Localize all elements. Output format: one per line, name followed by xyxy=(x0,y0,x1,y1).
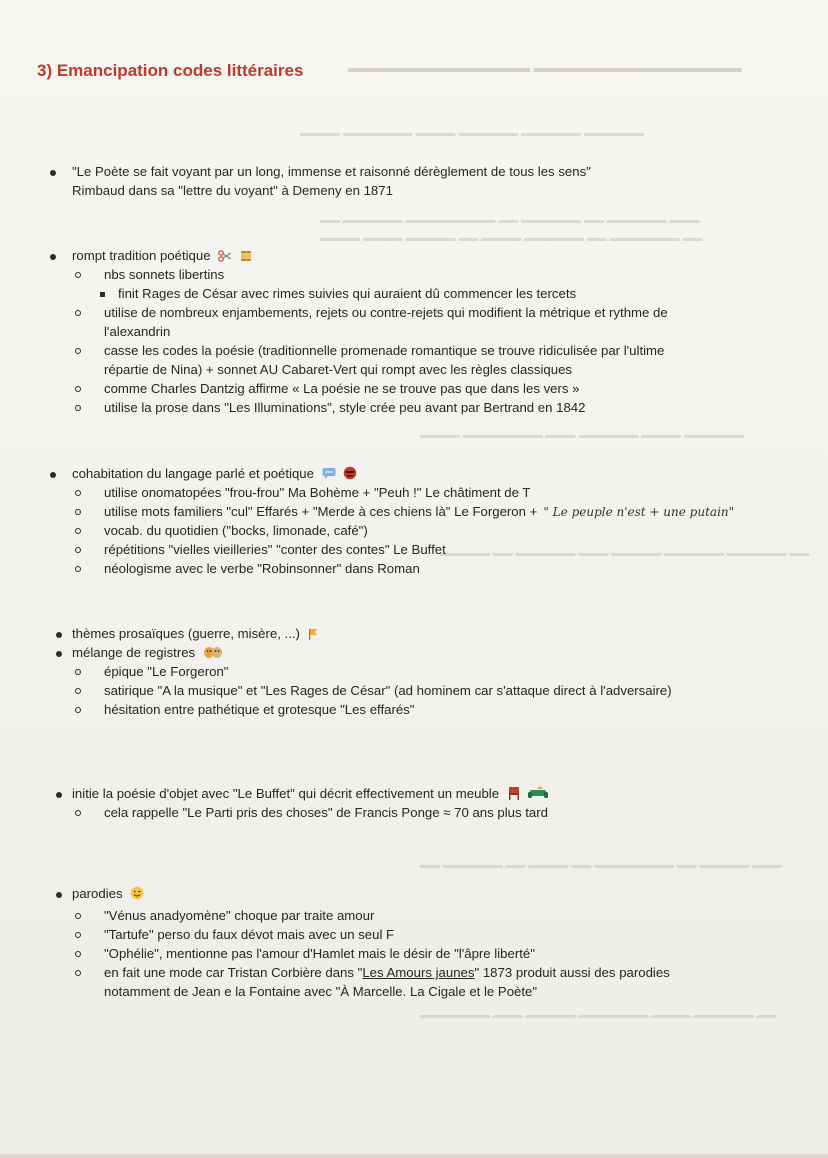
sub-bullet-circle xyxy=(75,951,81,957)
flag-icon xyxy=(308,627,318,644)
voyant-quote: "Le Poète se fait voyant par un long, immense et raisonné dérèglement de tous les sens" xyxy=(72,164,591,179)
sub-bullet-circle xyxy=(75,970,81,976)
dantzig-quote: comme Charles Dantzig affirme « La poésie ne se trouve pas que dans les vers » xyxy=(104,381,580,396)
bleed-through-text: ▬▬ ▬▬▬▬▬▬ ▬▬▬▬▬▬▬▬▬ ▬▬ ▬▬▬▬▬▬ ▬▬ ▬▬▬▬▬▬ ▬▬▬ xyxy=(320,215,700,226)
sub-bullet-circle xyxy=(75,490,81,496)
chair-icon xyxy=(507,786,521,804)
sub-bullet-circle xyxy=(75,310,81,316)
casse-codes: casse les codes la poésie (traditionnelle promenade romantique se trouve ridiculisée par l'ultime xyxy=(104,343,665,358)
sub-bullet-circle xyxy=(75,528,81,534)
registre-epique: épique "Le Forgeron" xyxy=(104,664,229,679)
sub-bullet-circle xyxy=(75,707,81,713)
ophelie: "Ophélie", mentionne pas l'amour d'Hamlet mais le désir de "l'âpre liberté" xyxy=(104,946,535,961)
winking-face-icon xyxy=(130,886,144,904)
poesie-objet-label: initie la poésie d'objet avec "Le Buffet" qui décrit effectivement un meuble xyxy=(72,786,500,801)
angry-face-icon xyxy=(343,466,357,484)
sub-bullet-circle xyxy=(75,566,81,572)
prose-illuminations: utilise la prose dans "Les Illuminations", style crée peu avant par Bertrand en 1842 xyxy=(104,400,586,415)
mots-familiers-text: utilise mots familiers "cul" Effarés + "Merde à ces chiens là" Le Forgeron + xyxy=(104,504,538,519)
page-bottom-edge xyxy=(0,1154,828,1158)
bullet-dot xyxy=(50,472,56,478)
sub-bullet-circle xyxy=(75,810,81,816)
registre-satirique: satirique "A la musique" et "Les Rages de César" (ad hominem car s'attaque direct à l'adversaire) xyxy=(104,683,672,698)
bleed-through-text: ▬▬ ▬▬▬▬▬▬ ▬▬ ▬▬▬▬ ▬▬ ▬▬▬▬▬▬▬▬ ▬▬ ▬▬▬▬▬ ▬▬▬ xyxy=(420,860,783,871)
scissors-icon xyxy=(218,249,232,266)
rompt-tradition-label: rompt tradition poétique xyxy=(72,248,211,263)
theater-masks-icon xyxy=(203,646,223,663)
sub-bullet-circle xyxy=(75,547,81,553)
bleed-through-text: ▬▬▬▬▬▬▬ ▬▬▬ ▬▬▬▬▬ ▬▬▬▬▬▬▬ ▬▬▬▬ ▬▬▬▬▬▬ ▬▬ xyxy=(420,1010,777,1021)
amours-jaunes-title: Les Amours jaunes xyxy=(362,965,475,980)
corbiere-text-a: en fait une mode car Tristan Corbière dans " xyxy=(104,965,363,980)
sub-bullet-circle xyxy=(75,405,81,411)
sub-bullet-circle xyxy=(75,348,81,354)
vocab-quotidien: vocab. du quotidien ("bocks, limonade, café") xyxy=(104,523,368,538)
bullet-dot xyxy=(56,632,62,638)
poesie-objet xyxy=(72,785,548,804)
cohabitation-label: cohabitation du langage parlé et poétique xyxy=(72,466,314,481)
speech-bubble-icon xyxy=(322,467,336,484)
bleed-through-text: ▬▬▬▬ ▬▬▬▬▬▬▬ ▬▬▬▬ ▬▬▬▬▬▬ ▬▬▬▬▬▬ ▬▬▬▬▬▬ xyxy=(300,128,644,139)
bullet-dot xyxy=(56,792,62,798)
registre-hesitation: hésitation entre pathétique et grotesque "Les effarés" xyxy=(104,702,415,717)
themes-prosaiques xyxy=(72,625,318,644)
cohabitation-heading xyxy=(72,465,357,484)
voyant-source: Rimbaud dans sa "lettre du voyant" à Demeny en 1871 xyxy=(72,183,393,198)
parodies-heading xyxy=(72,885,144,904)
rages-de-cesar-rimes: finit Rages de César avec rimes suivies qui auraient dû commencer les tercets xyxy=(118,286,577,301)
venus-anadyomene: "Vénus anadyomène" choque par traite amour xyxy=(104,908,375,923)
casse-codes-cont: répartie de Nina) + sonnet AU Cabaret-Vert qui rompt avec les règles classiques xyxy=(104,362,573,377)
melange-registres-label: mélange de registres xyxy=(72,645,196,660)
bullet-dot xyxy=(50,170,56,176)
bullet-dot xyxy=(50,254,56,260)
section-title: 3) Emancipation codes littéraires xyxy=(37,61,304,80)
couch-icon xyxy=(528,786,548,804)
rompt-tradition-heading xyxy=(72,247,252,266)
corbiere-mode-cont: notamment de Jean e la Fontaine avec "À Marcelle. La Cigale et le Poète" xyxy=(104,984,538,999)
enjambements: utilise de nombreux enjambements, rejets ou contre-rejets qui modifient la métrique et rythme de xyxy=(104,305,668,320)
scroll-icon xyxy=(240,249,252,266)
sub-bullet-circle xyxy=(75,509,81,515)
sonnets-libertins: nbs sonnets libertins xyxy=(104,267,225,282)
bleed-through-text: ▬▬▬▬ ▬▬▬▬ ▬▬▬▬▬ ▬▬ ▬▬▬▬ ▬▬▬▬▬▬ ▬▬ ▬▬▬▬▬▬▬ ▬▬ xyxy=(320,233,703,244)
enjambements-cont: l'alexandrin xyxy=(104,324,171,339)
melange-registres xyxy=(72,644,223,663)
corbiere-mode xyxy=(104,964,670,981)
sub-bullet-circle xyxy=(75,272,81,278)
sub-bullet-circle xyxy=(75,688,81,694)
bleed-through-heading: ▬▬▬▬▬▬▬▬▬▬▬▬▬▬ ▬▬▬▬▬▬▬▬▬▬▬▬▬▬▬▬ xyxy=(348,60,742,75)
corbiere-text-b: " 1873 produit aussi des parodies xyxy=(474,965,670,980)
sub-sub-bullet-square xyxy=(100,292,105,297)
parodies-label: parodies xyxy=(72,886,123,901)
repetitions: répétitions "vielles vieilleries" "conter des contes" Le Buffet xyxy=(104,542,446,557)
themes-prosaiques-label: thèmes prosaïques (guerre, misère, ...) xyxy=(72,626,300,641)
mots-familiers xyxy=(104,503,734,521)
handwritten-note: " Le peuple n'est + une putain" xyxy=(543,505,735,519)
neologisme: néologisme avec le verbe "Robinsonner" dans Roman xyxy=(104,561,420,576)
tartufe: "Tartufe" perso du faux dévot mais avec un seul F xyxy=(104,927,395,942)
sub-bullet-circle xyxy=(75,386,81,392)
bleed-through-text: ▬▬▬▬ ▬▬▬▬▬▬▬▬ ▬▬▬ ▬▬▬▬▬▬ ▬▬▬▬ ▬▬▬▬▬▬ xyxy=(420,430,744,441)
sub-bullet-circle xyxy=(75,669,81,675)
bullet-dot xyxy=(56,651,62,657)
bleed-through-text: ▬▬▬▬▬ ▬▬ ▬▬▬▬▬▬ ▬▬▬ ▬▬▬▬▬ ▬▬▬▬▬▬ ▬▬▬▬▬▬ ▬▬ xyxy=(440,548,810,559)
ponge-rappel: cela rappelle "Le Parti pris des choses" de Francis Ponge ≈ 70 ans plus tard xyxy=(104,805,548,820)
onomatopees: utilise onomatopées "frou-frou" Ma Bohème + "Peuh !" Le châtiment de T xyxy=(104,485,531,500)
sub-bullet-circle xyxy=(75,932,81,938)
bullet-dot xyxy=(56,892,62,898)
sub-bullet-circle xyxy=(75,913,81,919)
